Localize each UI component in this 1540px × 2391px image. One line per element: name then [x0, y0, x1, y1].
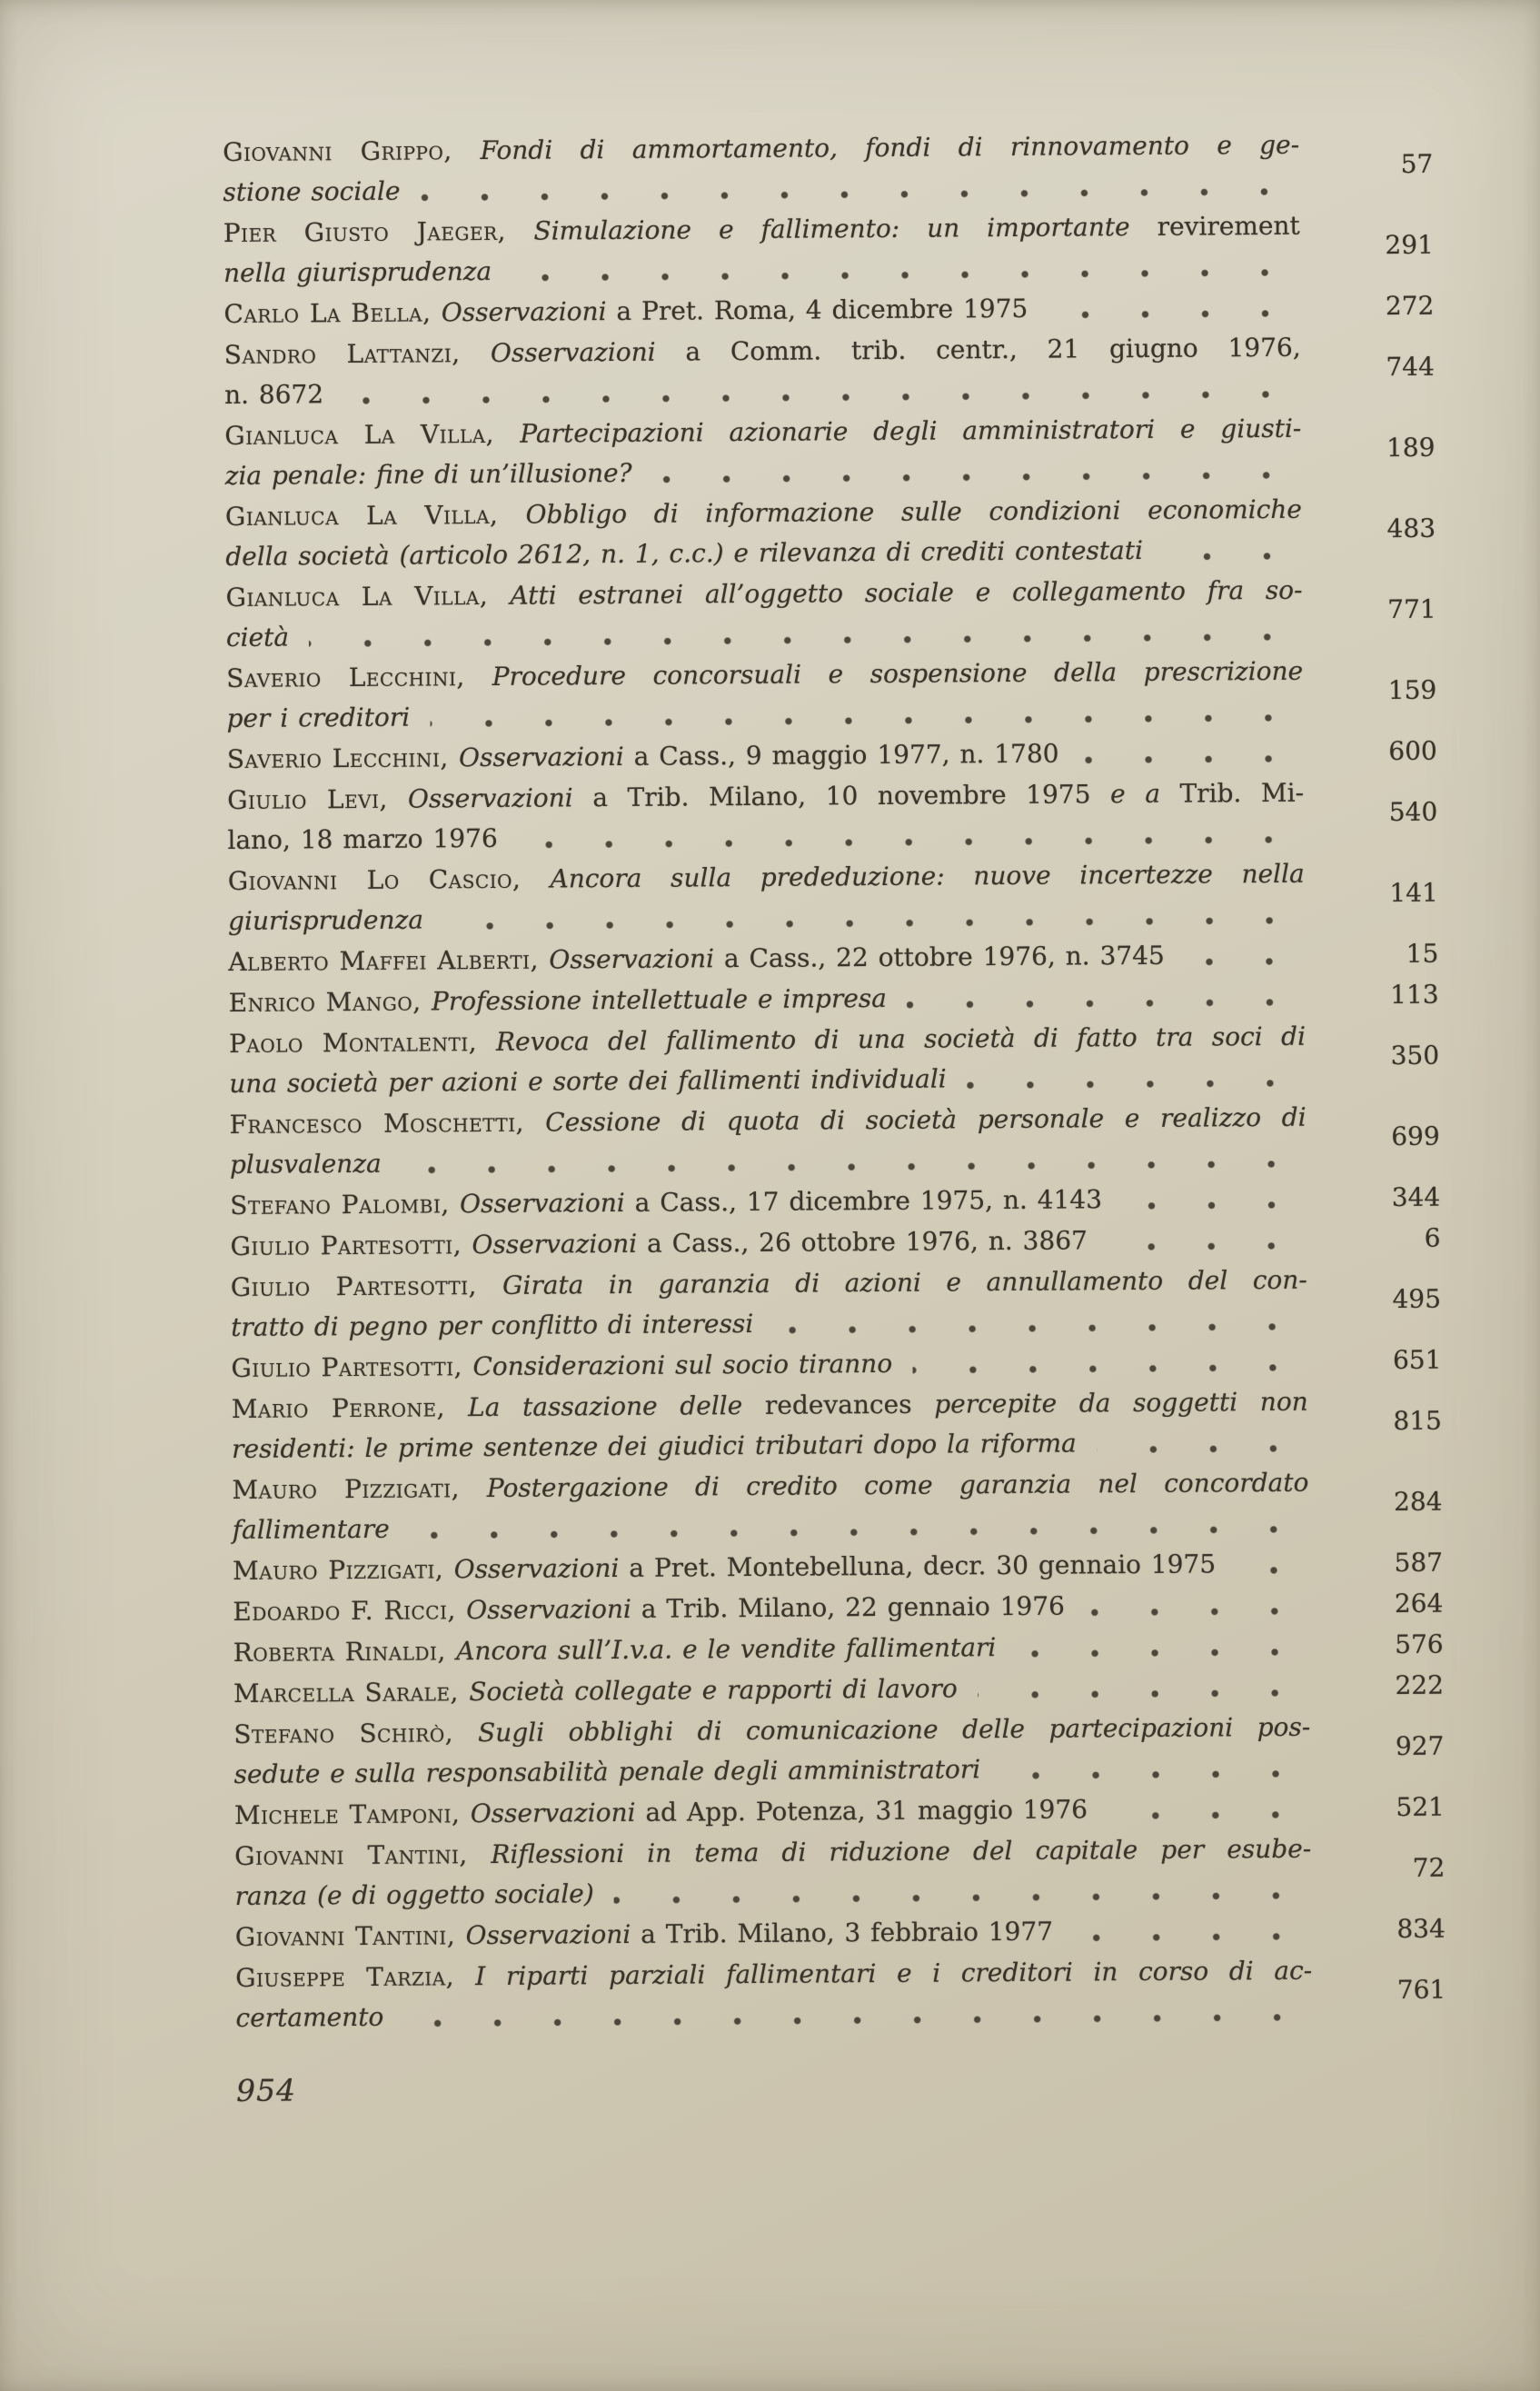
- dot-leader: [430, 712, 1297, 730]
- entry-line-last: [230, 1179, 1307, 1226]
- entry-text: [230, 1220, 1088, 1267]
- entry-line-last: [232, 1422, 1308, 1469]
- entry-text: [230, 1180, 1102, 1226]
- entry-text: [227, 819, 498, 861]
- title-italic: stione sociale: [223, 175, 401, 207]
- title-roman: a Cass., 17 dicembre 1975, n. 4143: [634, 1184, 1103, 1218]
- entry-line: [224, 328, 1301, 375]
- entry-text: [226, 618, 289, 658]
- title-roman: a Trib. Milano, 22 gennaio 1976: [641, 1590, 1066, 1624]
- entry-page-number: 744: [1386, 351, 1435, 383]
- entry-text: [225, 531, 1143, 577]
- entry-line-last: [233, 1626, 1310, 1673]
- title-italic: Sugli obblighi di comunicazione delle partecipazioni pos-: [477, 1711, 1311, 1748]
- entry-page-number: 272: [1385, 290, 1435, 322]
- title-roman: a Pret. Roma, 4 dicembre 1975: [616, 293, 1028, 326]
- author-name: Roberta Rinaldi,: [233, 1636, 457, 1668]
- author-name: Saverio Lecchini,: [226, 742, 460, 774]
- folio-page-number: 954: [235, 2072, 297, 2108]
- dot-leader: [1236, 1565, 1304, 1577]
- dot-leader: [518, 834, 1299, 851]
- entry-text: [229, 979, 888, 1023]
- title-italic: Simulazione e fallimento: un importante: [533, 211, 1157, 246]
- entry-line: [229, 1017, 1306, 1064]
- entry-line: [229, 1098, 1306, 1145]
- dot-leader: [1185, 956, 1300, 968]
- dot-leader: [614, 1890, 1307, 1906]
- toc-entry: [224, 408, 1436, 496]
- title-italic: Girata in garanzia di azioni e annullamento del con-: [502, 1264, 1307, 1300]
- entry-line: [224, 206, 1300, 254]
- author-name: Francesco Moschetti,: [229, 1107, 546, 1140]
- entry-page-number: 284: [1393, 1486, 1443, 1518]
- entry-page-number: 159: [1387, 674, 1437, 706]
- author-name: Marcella Sarale,: [233, 1677, 470, 1709]
- entry-page-number: 189: [1386, 432, 1436, 463]
- title-italic: Osservazioni: [465, 1918, 641, 1951]
- toc-entry: [233, 1584, 1443, 1632]
- toc-entry: [224, 286, 1434, 334]
- author-name: Giulio Partesotti,: [230, 1230, 472, 1261]
- entry-text: [223, 172, 400, 213]
- toc-entry: [233, 1543, 1443, 1591]
- entry-page-number: 291: [1385, 229, 1435, 261]
- entry-line-last: [234, 1788, 1311, 1836]
- title-italic: Atti estranei all’oggetto sociale e collegamento fra so-: [510, 574, 1303, 611]
- dot-leader: [309, 632, 1297, 650]
- dot-leader: [1000, 1768, 1305, 1781]
- dot-leader: [512, 267, 1295, 284]
- entry-line-last: [223, 165, 1299, 213]
- entry-page-number: 651: [1392, 1344, 1442, 1376]
- entry-line-last: [233, 1544, 1309, 1591]
- entry-line-last: [235, 1991, 1312, 2038]
- entry-line: [234, 1829, 1311, 1877]
- title-italic: giurisprudenza: [227, 904, 424, 936]
- title-italic: Osservazioni: [441, 295, 617, 328]
- title-italic: Ancora sull’I.v.a. e le vendite fallimentari: [456, 1632, 997, 1667]
- entry-text: [226, 698, 410, 739]
- entry-page-number: 57: [1400, 148, 1434, 179]
- toc-entry: [225, 489, 1436, 577]
- toc-entry: [228, 853, 1439, 941]
- toc-entry: [230, 1178, 1440, 1226]
- title-italic: Revoca del fallimento di una società di fatto tra soci di: [495, 1021, 1307, 1057]
- entry-page-number: 495: [1392, 1283, 1442, 1315]
- title-italic: per i creditori: [226, 702, 411, 733]
- dot-leader: [652, 470, 1297, 485]
- entry-page-number: 15: [1406, 938, 1439, 969]
- entry-text: [234, 1789, 1088, 1836]
- entry-line-last: [224, 246, 1300, 294]
- title-italic: Osservazioni: [470, 1797, 646, 1829]
- title-roman: ad App. Potenza, 31 maggio 1976: [645, 1794, 1088, 1828]
- dot-leader: [1108, 1809, 1306, 1822]
- entry-line: [225, 571, 1302, 618]
- dot-leader: [1097, 1443, 1303, 1456]
- dot-leader: [912, 1362, 1302, 1376]
- title-italic: Obbligo di informazione sulle condizioni economiche: [525, 493, 1303, 530]
- author-name: Saverio Lecchini,: [226, 661, 492, 693]
- entry-text: [231, 1344, 892, 1389]
- dot-leader: [773, 1321, 1302, 1336]
- entry-line-last: [225, 530, 1302, 577]
- entry-line-last: [227, 732, 1304, 780]
- title-italic: nella giurisprudenza: [223, 255, 492, 288]
- author-name: Giulio Partesotti,: [231, 1351, 473, 1383]
- entry-page-number: 699: [1391, 1121, 1440, 1152]
- entry-text: [234, 1874, 593, 1917]
- toc-entry: [225, 570, 1436, 658]
- entry-line-last: [234, 1869, 1311, 1917]
- toc-entry: [232, 1462, 1443, 1550]
- entry-page-number: 113: [1390, 979, 1439, 1011]
- title-roman: lano, 18 marzo 1976: [227, 822, 498, 855]
- toc-entry: [230, 1219, 1440, 1267]
- entry-line-last: [229, 976, 1306, 1023]
- author-name: Enrico Mango,: [228, 986, 432, 1018]
- dot-leader: [420, 186, 1294, 204]
- entry-page-number: 576: [1395, 1629, 1444, 1660]
- author-name: Giulio Partesotti,: [230, 1270, 503, 1302]
- title-italic: Fondi di ammortamento, fondi di rinnovamento e ge-: [480, 129, 1300, 166]
- toc-entry: [229, 1016, 1440, 1104]
- entry-line-last: [231, 1300, 1307, 1348]
- title-italic: una società per azioni e sorte dei fallimenti individuali: [229, 1063, 947, 1099]
- entry-page-number: 587: [1394, 1547, 1444, 1579]
- author-index-list: [223, 125, 1446, 2038]
- title-italic: Riflessioni in tema di riduzione del capitale per esube-: [491, 1833, 1312, 1869]
- title-italic: plusvalenza: [229, 1148, 382, 1180]
- entry-page-number: 521: [1396, 1791, 1446, 1823]
- author-name: Giovanni Grippo,: [223, 135, 481, 167]
- toc-entry: [235, 1950, 1446, 2038]
- entry-line-last: [227, 813, 1304, 861]
- toc-entry: [235, 1909, 1446, 1958]
- entry-line-last: [233, 1748, 1310, 1795]
- author-name: Mario Perrone,: [231, 1392, 469, 1424]
- entry-page-number: 222: [1395, 1669, 1445, 1701]
- title-roman: a Pret. Montebelluna, decr. 30 gennaio 1975: [629, 1549, 1217, 1583]
- entry-text: [233, 1509, 390, 1550]
- entry-page-number: 834: [1396, 1913, 1446, 1945]
- author-name: Stefano Schirò,: [233, 1718, 479, 1749]
- author-name: Giulio Levi,: [227, 783, 409, 815]
- toc-entry: [232, 1381, 1443, 1469]
- entry-text: [229, 1059, 947, 1104]
- entry-line-last: [231, 1341, 1307, 1389]
- toc-entry: [224, 327, 1436, 415]
- entry-text: [233, 1749, 980, 1795]
- dot-leader: [978, 1688, 1305, 1701]
- entry-page-number: 72: [1412, 1852, 1446, 1883]
- author-name: Giovanni Tantini,: [234, 1920, 466, 1952]
- author-name: Mauro Pizzigati,: [232, 1554, 454, 1586]
- title-italic: Cessione di quota di società personale e realizzo di: [545, 1101, 1307, 1138]
- entry-page-number: 761: [1396, 1974, 1446, 2006]
- title-italic: fallimentare: [232, 1513, 390, 1545]
- title-italic: Osservazioni: [459, 1187, 635, 1220]
- title-italic: Osservazioni: [490, 336, 686, 368]
- dot-leader: [1079, 753, 1298, 766]
- entry-line: [232, 1463, 1308, 1510]
- dot-leader: [343, 389, 1296, 406]
- entry-text: [228, 900, 423, 941]
- title-italic: percepite da soggetti non: [934, 1386, 1308, 1420]
- toc-entry: [227, 732, 1437, 780]
- entry-line-last: [228, 894, 1305, 941]
- toc-entry: [223, 125, 1434, 213]
- title-italic: Considerazioni sul socio tiranno: [472, 1348, 893, 1382]
- entry-page-number: 600: [1388, 735, 1437, 767]
- title-italic: Professione intellettuale e impresa: [431, 982, 888, 1017]
- entry-line: [224, 409, 1301, 456]
- title-italic: Osservazioni: [407, 782, 593, 814]
- entry-line-last: [235, 1910, 1312, 1958]
- entry-text: [233, 1544, 1216, 1591]
- author-name: Paolo Montalenti,: [228, 1026, 497, 1059]
- toc-entry: [233, 1666, 1444, 1714]
- title-italic: residenti: le prime sentenze dei giudici tributari dopo la riforma: [231, 1428, 1077, 1464]
- entry-line-last: [224, 287, 1300, 334]
- entry-line-last: [226, 692, 1303, 739]
- entry-line: [228, 854, 1305, 902]
- title-italic: Osservazioni: [458, 741, 634, 773]
- entry-text: [231, 1304, 753, 1348]
- title-italic: Osservazioni: [466, 1593, 641, 1626]
- title-italic: Ancora sulla prededuzione: nuove incertezze nella: [550, 858, 1305, 894]
- author-name: Gianluca La Villa,: [224, 499, 526, 532]
- entry-line-last: [233, 1667, 1310, 1714]
- entry-line-last: [228, 935, 1305, 982]
- title-italic: La tassazione delle: [467, 1390, 766, 1423]
- author-name: Alberto Maffei Alberti,: [228, 944, 550, 977]
- entry-line-last: [230, 1138, 1307, 1185]
- index-content: [223, 125, 1446, 2111]
- entry-page-number: 815: [1393, 1405, 1443, 1437]
- author-name: Giuseppe Tarzia,: [235, 1961, 476, 1993]
- dot-leader: [1163, 551, 1297, 563]
- entry-page-number: 483: [1386, 513, 1436, 544]
- entry-line: [235, 1951, 1312, 1998]
- entry-page-number: 771: [1387, 593, 1436, 625]
- title-italic: certamento: [235, 2001, 384, 2033]
- entry-text: [228, 936, 1165, 982]
- title-italic: Postergazione di credito come garanzia nel concordato: [486, 1467, 1309, 1504]
- title-italic: cietà: [225, 622, 290, 653]
- entry-line-last: [224, 449, 1301, 496]
- toc-entry: [229, 975, 1439, 1023]
- entry-text: [227, 734, 1059, 780]
- toc-entry: [234, 1788, 1445, 1836]
- author-name: Gianluca La Villa,: [225, 580, 511, 613]
- title-italic: zia penale: fine di un’illusione?: [224, 457, 632, 491]
- entry-line-last: [233, 1503, 1309, 1550]
- toc-entry: [228, 934, 1438, 982]
- entry-page-number: 141: [1389, 877, 1438, 909]
- entry-text: [235, 1997, 383, 2038]
- entry-text: [224, 453, 631, 496]
- title-roman: n. 8672: [224, 379, 324, 410]
- title-italic: Società collegate e rapporti di lavoro: [469, 1673, 958, 1708]
- entry-line: [227, 773, 1304, 821]
- author-name: Pier Giusto Jaeger,: [223, 215, 534, 248]
- entry-line: [226, 652, 1303, 699]
- entry-page-number: 344: [1391, 1181, 1441, 1213]
- dot-leader: [1016, 1647, 1304, 1659]
- toc-entry: [233, 1625, 1444, 1673]
- entry-line-last: [230, 1220, 1307, 1267]
- entry-line-last: [226, 611, 1303, 658]
- entry-page-number: 350: [1390, 1040, 1440, 1071]
- entry-page-number: 540: [1388, 796, 1438, 828]
- entry-line: [223, 125, 1299, 173]
- title-italic: Osservazioni: [549, 943, 725, 975]
- title-roman: redevances: [764, 1389, 935, 1420]
- title-italic: Osservazioni: [453, 1552, 630, 1585]
- dot-leader: [1048, 308, 1295, 321]
- entry-text: [224, 289, 1028, 334]
- author-name: Carlo La Bella,: [224, 297, 442, 329]
- toc-entry: [233, 1707, 1445, 1795]
- toc-entry: [234, 1828, 1446, 1917]
- entry-text: [233, 1628, 997, 1673]
- author-name: Mauro Pizzigati,: [232, 1473, 487, 1505]
- entry-page-number: 264: [1394, 1588, 1444, 1619]
- title-roman: a Cass., 26 ottobre 1976, n. 3867: [646, 1225, 1088, 1259]
- entry-page-number: 927: [1395, 1730, 1445, 1762]
- toc-entry: [231, 1260, 1442, 1348]
- title-italic: Procedure concorsuali e sospensione della prescrizione: [492, 655, 1304, 692]
- title-italic: ranza (e di oggetto sociale): [234, 1878, 594, 1911]
- title-italic: della società (articolo 2612, n. 1, c.c.) e rilevanza di crediti contestati: [225, 534, 1144, 572]
- author-name: Gianluca La Villa,: [224, 418, 521, 451]
- dot-leader: [907, 997, 1300, 1011]
- author-name: Stefano Palombi,: [230, 1189, 461, 1220]
- title-italic: Partecipazioni azionarie degli amministratori e giusti-: [520, 413, 1302, 449]
- entry-line: [233, 1708, 1310, 1755]
- title-italic: tratto di pegno per conflitto di interessi: [231, 1308, 754, 1342]
- title-roman: a Cass., 22 ottobre 1976, n. 3745: [723, 940, 1165, 974]
- dot-leader: [402, 1159, 1301, 1176]
- entry-text: [224, 252, 492, 294]
- dot-leader: [1073, 1931, 1307, 1944]
- toc-entry: [231, 1340, 1441, 1389]
- title-italic: I riparti parziali fallimentari e i creditori in corso di ac-: [475, 1955, 1313, 1992]
- entry-line: [231, 1260, 1307, 1308]
- author-name: Giovanni Tantini,: [234, 1838, 492, 1871]
- entry-line-last: [224, 368, 1301, 415]
- title-roman: a Trib. Milano, 10 novembre 1975: [592, 779, 1111, 813]
- toc-entry: [224, 205, 1435, 294]
- entry-text: [224, 374, 323, 415]
- dot-leader: [403, 2012, 1307, 2029]
- dot-leader: [1122, 1200, 1301, 1211]
- dot-leader: [1085, 1606, 1305, 1619]
- dot-leader: [410, 1524, 1304, 1541]
- author-name: Michele Tamponi,: [233, 1798, 471, 1830]
- entry-text: [233, 1587, 1065, 1632]
- title-roman: a Comm. trib. centr., 21 giugno 1976,: [685, 332, 1301, 367]
- author-name: Edoardo F. Ricci,: [233, 1595, 467, 1627]
- title-italic: sedute e sulla responsabilità penale degli amministratori: [233, 1754, 981, 1789]
- toc-entry: [229, 1097, 1440, 1185]
- entry-page-number: 6: [1424, 1222, 1441, 1253]
- entry-text: [232, 1423, 1077, 1469]
- dot-leader: [1108, 1240, 1302, 1252]
- dot-leader: [443, 915, 1299, 932]
- title-italic: Osservazioni: [472, 1228, 648, 1260]
- entry-text: [230, 1144, 382, 1185]
- toc-entry: [227, 772, 1438, 861]
- title-roman: revirement: [1157, 210, 1300, 242]
- entry-line-last: [229, 1057, 1306, 1104]
- title-roman: a Trib. Milano, 3 febbraio 1977: [641, 1916, 1054, 1949]
- title-italic: e a: [1109, 778, 1180, 810]
- entry-line-last: [233, 1585, 1309, 1632]
- entry-text: [235, 1912, 1053, 1958]
- entry-text: [233, 1669, 958, 1714]
- author-name: Sandro Lattanzi,: [224, 337, 492, 370]
- title-roman: a Cass., 9 maggio 1977, n. 1780: [633, 738, 1059, 772]
- dot-leader: [967, 1078, 1301, 1091]
- title-roman: Trib. Mi-: [1179, 777, 1305, 809]
- toc-entry: [226, 651, 1437, 739]
- author-name: Giovanni Lo Cascio,: [227, 863, 551, 896]
- entry-line: [232, 1382, 1308, 1430]
